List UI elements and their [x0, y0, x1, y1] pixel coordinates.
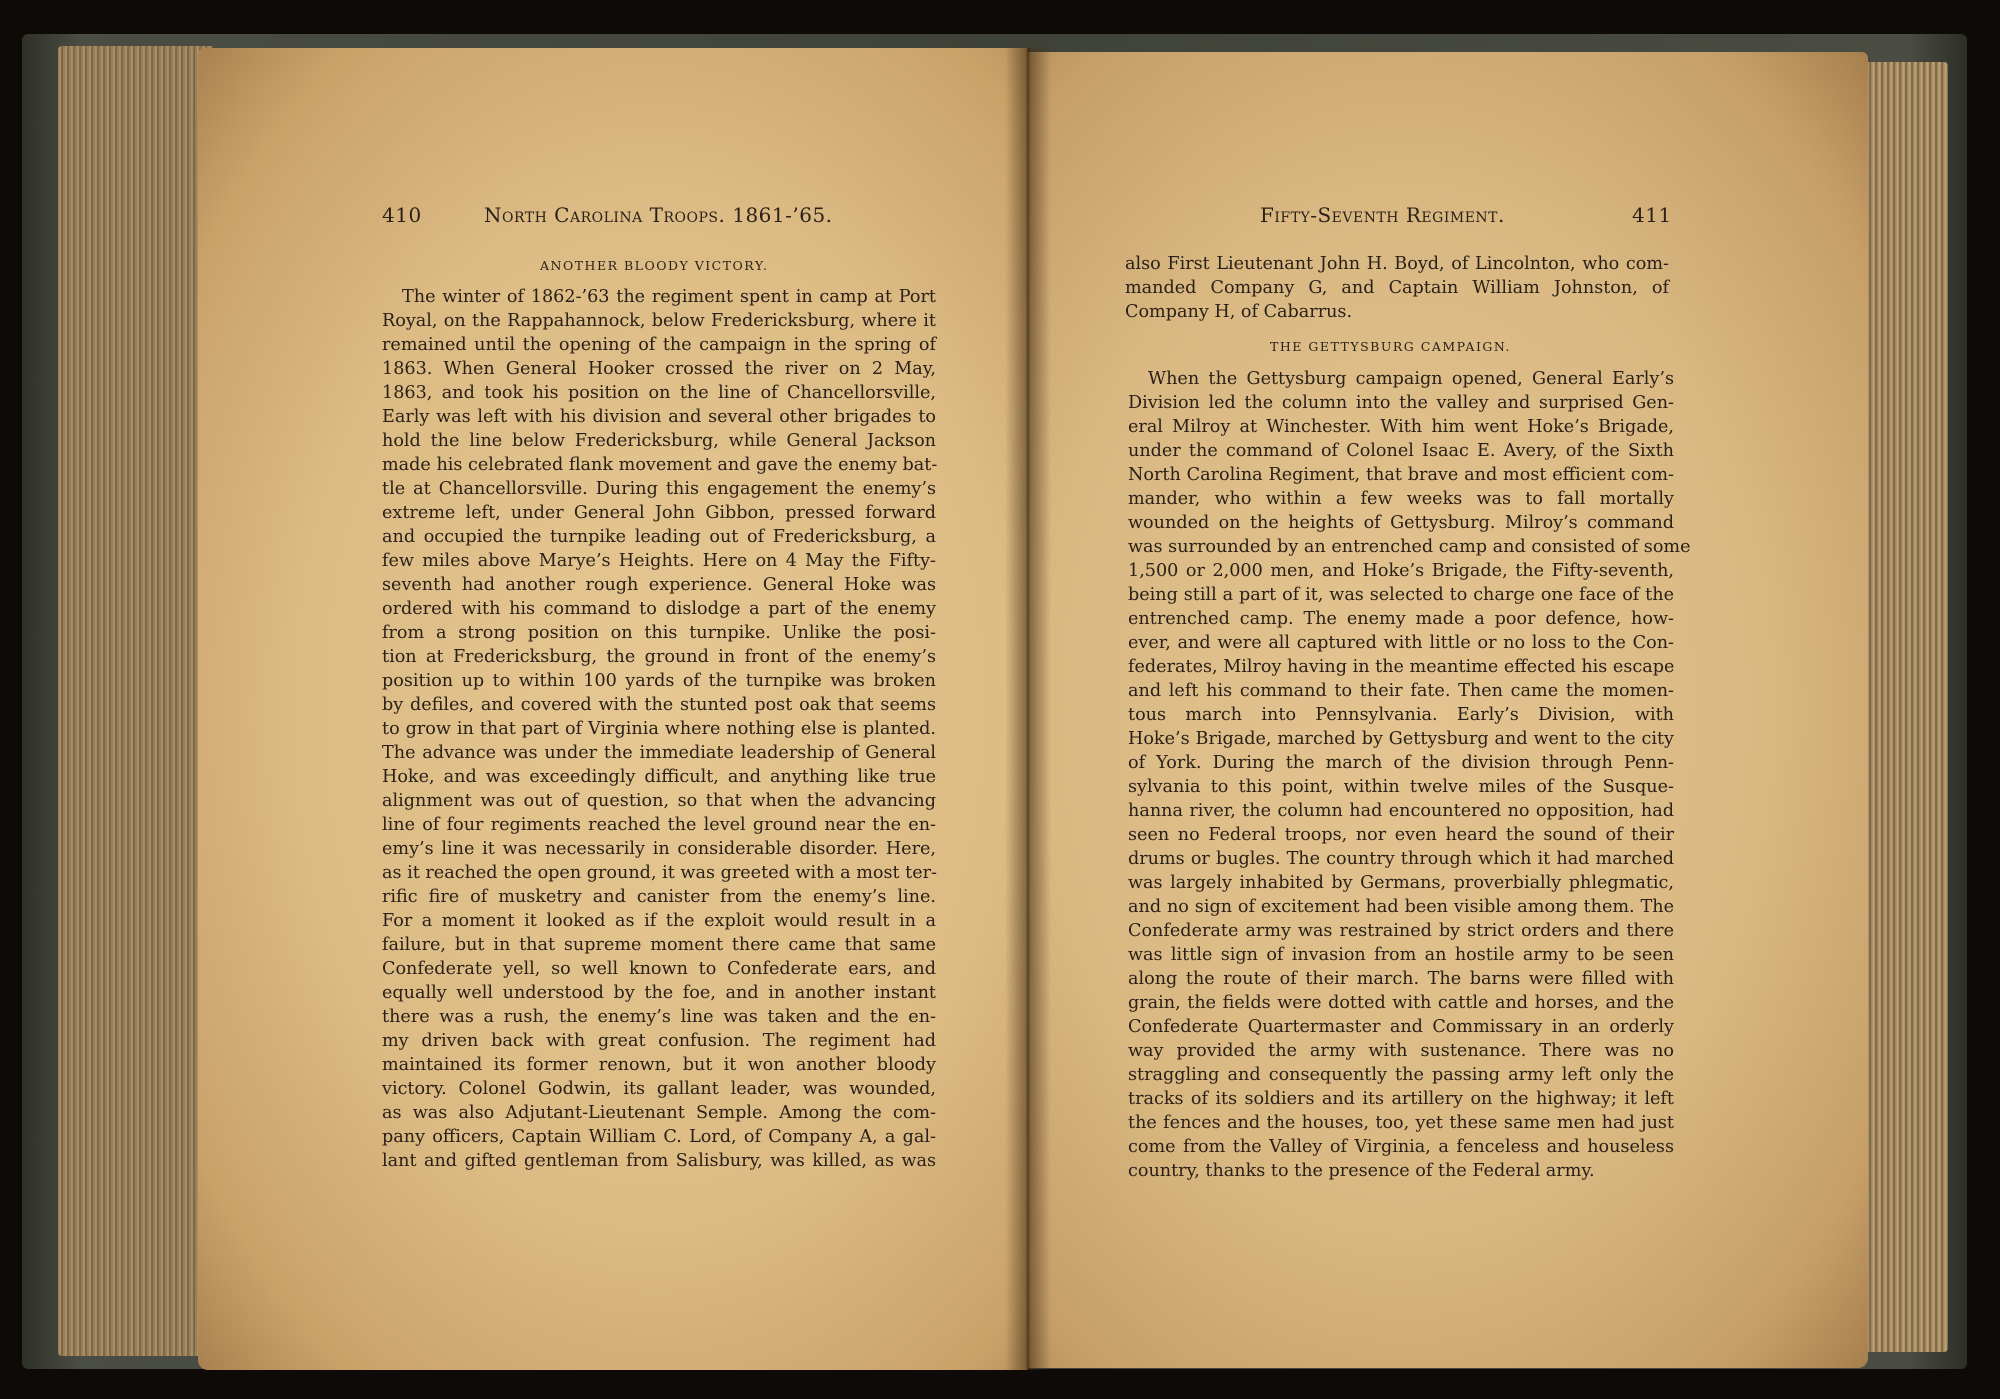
text-line: along the route of their march. The barns were filled with: [1128, 969, 1674, 989]
text-line: tous march into Pennsylvania. Early’s Division, with: [1128, 705, 1674, 725]
text-line: made his celebrated flank movement and gave the enemy bat-: [382, 455, 938, 475]
text-line: The advance was under the immediate leadership of General: [382, 743, 936, 763]
text-line: of York. During the march of the division through Penn-: [1128, 753, 1674, 773]
text-line: to grow in that part of Virginia where nothing else is planted.: [382, 719, 936, 739]
text-line: For a moment it looked as if the exploit would result in a: [382, 911, 936, 931]
text-line: and occupied the turnpike leading out of Fredericksburg, a: [382, 527, 936, 547]
text-line: wounded on the heights of Gettysburg. Milroy’s command: [1128, 513, 1674, 533]
text-line: alignment was out of question, so that when the advancing: [382, 791, 936, 811]
text-line: When the Gettysburg campaign opened, General Early’s: [1148, 369, 1674, 389]
text-line: entrenched camp. The enemy made a poor defence, how-: [1128, 609, 1674, 629]
right-body-text: [1128, 367, 1691, 1183]
text-line: my driven back with great confusion. The regiment had: [382, 1031, 936, 1051]
text-line: Hoke, and was exceedingly difficult, and anything like true: [382, 767, 936, 787]
text-line: tracks of its soldiers and its artillery on the highway; it left: [1128, 1089, 1674, 1109]
page-edges-left: [58, 46, 213, 1356]
text-line: Confederate Quartermaster and Commissary in an orderly: [1128, 1017, 1674, 1037]
text-line: way provided the army with sustenance. There was no: [1128, 1041, 1674, 1061]
text-line: country, thanks to the presence of the Federal army.: [1128, 1161, 1595, 1181]
text-line: 1,500 or 2,000 men, and Hoke’s Brigade, the Fifty-seventh,: [1128, 561, 1674, 581]
text-line: hold the line below Fredericksburg, while General Jackson: [382, 431, 936, 451]
text-line: from a strong position on this turnpike. Unlike the posi-: [382, 623, 936, 643]
left-body-text: [382, 285, 936, 1173]
text-line: lant and gifted gentleman from Salisbury, was killed, as was: [382, 1151, 936, 1171]
text-line: 1863. When General Hooker crossed the river on 2 May,: [382, 359, 936, 379]
text-line: under the command of Colonel Isaac E. Avery, of the Sixth: [1128, 441, 1674, 461]
text-line: maintained its former renown, but it won another bloody: [382, 1055, 936, 1075]
text-line: tle at Chancellorsville. During this engagement the enemy’s: [382, 479, 936, 499]
text-line: by defiles, and covered with the stunted post oak that seems: [382, 695, 936, 715]
text-line: come from the Valley of Virginia, a fenceless and houseless: [1128, 1137, 1674, 1157]
text-line: seventh had another rough experience. General Hoke was: [382, 575, 936, 595]
text-line: as was also Adjutant-Lieutenant Semple. Among the com-: [382, 1103, 936, 1123]
text-line: was little sign of invasion from an hostile army to be seen: [1128, 945, 1674, 965]
text-line: was surrounded by an entrenched camp and consisted of some: [1128, 537, 1691, 557]
text-line: as it reached the open ground, it was greeted with a most ter-: [382, 863, 937, 883]
text-line: pany officers, Captain William C. Lord, of Company A, a gal-: [382, 1127, 936, 1147]
text-line: Confederate yell, so well known to Confederate ears, and: [382, 959, 936, 979]
text-line: and no sign of excitement had been visible among them. The: [1128, 897, 1674, 917]
text-line: emy’s line it was necessarily in considerable disorder. Here,: [382, 839, 936, 859]
text-line: drums or bugles. The country through which it had marched: [1128, 849, 1674, 869]
text-line: remained until the opening of the campaign in the spring of: [382, 335, 936, 355]
book-gutter: [1005, 48, 1051, 1370]
right-intro-text: [1125, 252, 1669, 324]
text-line: Hoke’s Brigade, marched by Gettysburg and went to the city: [1128, 729, 1674, 749]
text-line: victory. Colonel Godwin, its gallant leader, was wounded,: [382, 1079, 936, 1099]
text-line: seen no Federal troops, nor even heard the sound of their: [1128, 825, 1674, 845]
text-line: tion at Fredericksburg, the ground in front of the enemy’s: [382, 647, 936, 667]
text-line: the fences and the houses, too, yet these same men had just: [1128, 1113, 1674, 1133]
text-line: there was a rush, the enemy’s line was taken and the en-: [382, 1007, 936, 1027]
text-line: being still a part of it, was selected to charge one face of the: [1128, 585, 1674, 605]
text-line: Confederate army was restrained by strict orders and there: [1128, 921, 1674, 941]
text-line: extreme left, under General John Gibbon, pressed forward: [382, 503, 936, 523]
text-line: ordered with his command to dislodge a part of the enemy: [382, 599, 936, 619]
text-line: also First Lieutenant John H. Boyd, of Lincolnton, who com-: [1125, 254, 1669, 274]
text-line: line of four regiments reached the level ground near the en-: [382, 815, 936, 835]
left-running-head: North Carolina Troops. 1861-’65.: [484, 203, 833, 227]
text-line: hanna river, the column had encountered no opposition, had: [1128, 801, 1674, 821]
text-line: mander, who within a few weeks was to fall mortally: [1128, 489, 1674, 509]
text-line: Royal, on the Rappahannock, below Fredericksburg, where it: [382, 311, 936, 331]
right-running-head: Fifty-Seventh Regiment.: [1260, 203, 1505, 227]
text-line: federates, Milroy having in the meantime effected his escape: [1128, 657, 1675, 677]
text-line: and left his command to their fate. Then came the momen-: [1128, 681, 1674, 701]
right-section-title: THE GETTYSBURG CAMPAIGN.: [1270, 339, 1511, 354]
text-line: was largely inhabited by Germans, proverbially phlegmatic,: [1128, 873, 1674, 893]
text-line: rific fire of musketry and canister from the enemy’s line.: [382, 887, 936, 907]
text-line: straggling and consequently the passing army left only the: [1128, 1065, 1674, 1085]
text-line: sylvania to this point, within twelve miles of the Susque-: [1128, 777, 1674, 797]
text-line: grain, the fields were dotted with cattle and horses, and the: [1128, 993, 1674, 1013]
text-line: equally well understood by the foe, and in another instant: [382, 983, 936, 1003]
text-line: few miles above Marye’s Heights. Here on 4 May the Fifty-: [382, 551, 936, 571]
text-line: failure, but in that supreme moment there came that same: [382, 935, 936, 955]
left-page-number: 410: [382, 203, 422, 227]
text-line: ever, and were all captured with little or no loss to the Con-: [1128, 633, 1674, 653]
text-line: 1863, and took his position on the line of Chancellorsville,: [382, 383, 936, 403]
text-line: position up to within 100 yards of the turnpike was broken: [382, 671, 936, 691]
left-section-title: ANOTHER BLOODY VICTORY.: [540, 258, 769, 273]
right-page-number: 411: [1632, 203, 1672, 227]
text-line: Early was left with his division and several other brigades to: [382, 407, 936, 427]
text-line: Division led the column into the valley and surprised Gen-: [1128, 393, 1674, 413]
text-line: eral Milroy at Winchester. With him went Hoke’s Brigade,: [1128, 417, 1674, 437]
text-line: The winter of 1862-’63 the regiment spent in camp at Port: [402, 287, 936, 307]
text-line: Company H, of Cabarrus.: [1125, 302, 1353, 322]
text-line: manded Company G, and Captain William Johnston, of: [1125, 278, 1669, 298]
text-line: North Carolina Regiment, that brave and most efficient com-: [1128, 465, 1674, 485]
